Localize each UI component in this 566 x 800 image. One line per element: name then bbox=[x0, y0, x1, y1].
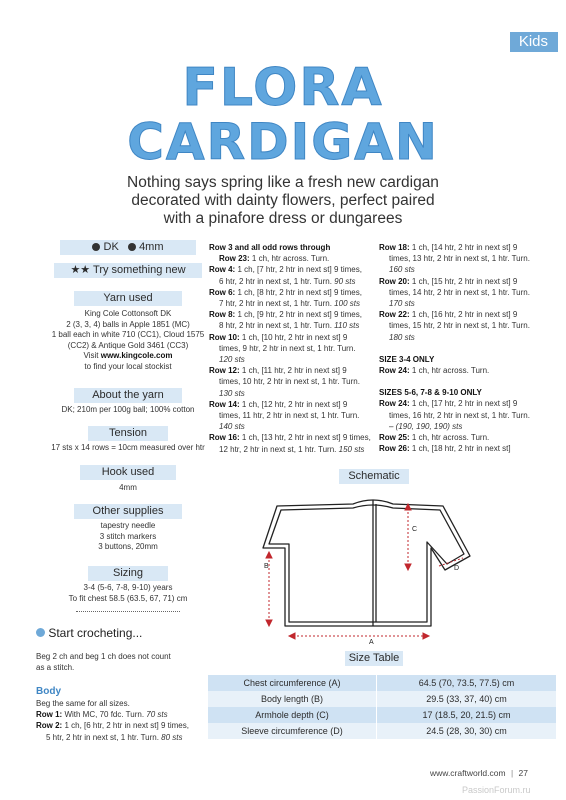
row-text: 1 ch, htr across. Turn. bbox=[409, 366, 490, 376]
row-label: Row 24: bbox=[379, 399, 410, 409]
table-row bbox=[208, 691, 556, 707]
row-2 bbox=[36, 720, 208, 731]
sizing-text bbox=[14, 583, 242, 604]
intro-line: as a stitch. bbox=[36, 663, 75, 673]
row-text: 7 htr, 2 htr in next st, 1 htr. Turn. bbox=[219, 299, 335, 309]
size-heading: SIZE 3-4 ONLY bbox=[379, 354, 435, 364]
row-26 bbox=[379, 443, 559, 454]
row-text: 1 ch, [8 htr, 2 htr in next st] 9 times, bbox=[235, 287, 362, 297]
supply-item: tapestry needle bbox=[100, 521, 156, 530]
row-10-sts bbox=[209, 354, 379, 365]
kingcole-link[interactable]: www.kingcole.com bbox=[100, 351, 173, 360]
standfirst-line: decorated with dainty flowers, perfect paired bbox=[131, 192, 435, 209]
row-12-sts bbox=[209, 388, 379, 399]
footer-site[interactable]: www.craftworld.com bbox=[430, 768, 506, 778]
standfirst-line: with a pinafore dress or dungarees bbox=[163, 210, 403, 227]
row-6-cont bbox=[209, 298, 379, 309]
yarn-line: 2 (3, 3, 4) balls in Apple 1851 (MC) bbox=[66, 319, 190, 329]
row-25 bbox=[379, 432, 559, 443]
weight-label: DK bbox=[103, 241, 119, 253]
row-sts: 90 sts bbox=[334, 276, 356, 286]
about-yarn-heading: About the yarn bbox=[74, 388, 182, 403]
row-label: Row 10: bbox=[209, 332, 240, 342]
table-cell: Body length (B) bbox=[208, 691, 377, 707]
row-label: Row 24: bbox=[379, 366, 410, 376]
row-sts: 70 sts bbox=[146, 710, 168, 720]
row-10 bbox=[209, 332, 379, 343]
row-label: Row 4: bbox=[209, 265, 236, 275]
row-3-heading bbox=[209, 242, 379, 253]
intro-line: Beg 2 ch and beg 1 ch does not count bbox=[36, 652, 171, 661]
sizing-heading: Sizing bbox=[88, 566, 168, 581]
table-cell: 24.5 (28, 30, 30) cm bbox=[377, 723, 557, 739]
row-label: Row 8: bbox=[209, 310, 236, 320]
row-label: Row 1: bbox=[36, 710, 63, 720]
difficulty-badge bbox=[54, 263, 202, 278]
table-row bbox=[208, 707, 556, 723]
row-sts: 120 sts bbox=[219, 355, 245, 365]
sizes-other-heading bbox=[379, 387, 559, 398]
row-text: 1 ch, [17 htr, 2 htr in next st] 9 bbox=[409, 399, 518, 409]
table-cell: 64.5 (70, 73.5, 77.5) cm bbox=[377, 675, 557, 691]
row-label: Row 6: bbox=[209, 287, 236, 297]
start-crocheting-heading bbox=[36, 626, 142, 640]
page-number: 27 bbox=[518, 768, 529, 778]
row-sts: 140 sts bbox=[219, 422, 245, 432]
row-label: Row 3 and all odd rows through bbox=[209, 243, 331, 252]
row-sts: – (190, 190, 190) sts bbox=[389, 421, 463, 431]
dotted-divider bbox=[76, 611, 180, 612]
watermark: PassionForum.ru bbox=[462, 785, 531, 795]
sizes-other-row24 bbox=[379, 398, 559, 409]
standfirst-line: Nothing says spring like a fresh new cardigan bbox=[127, 174, 439, 191]
weight-hook-badge bbox=[60, 240, 196, 255]
row-text: 1 ch, htr across. Turn. bbox=[249, 254, 330, 264]
schematic-heading: Schematic bbox=[339, 469, 409, 484]
row-23 bbox=[209, 253, 379, 264]
row-text: 1 ch, [7 htr, 2 htr in next st] 9 times, bbox=[235, 265, 362, 275]
row-2-cont bbox=[36, 732, 208, 743]
start-intro bbox=[36, 651, 206, 673]
row-22-sts bbox=[379, 332, 559, 343]
row-sts: 100 sts bbox=[334, 299, 360, 309]
row-4-cont bbox=[209, 276, 379, 287]
other-supplies-heading: Other supplies bbox=[74, 504, 182, 519]
difficulty-stars: ★★ bbox=[70, 264, 91, 276]
row-label: Row 23: bbox=[219, 254, 250, 264]
title-line-1: FLORA bbox=[182, 58, 384, 118]
row-text: 1 ch, [10 htr, 2 htr in next st] 9 bbox=[239, 332, 348, 342]
cardigan-schematic bbox=[255, 486, 475, 646]
row-text: 8 htr, 2 htr in next st, 1 htr. Turn. bbox=[219, 321, 335, 331]
tension-heading: Tension bbox=[88, 426, 168, 441]
other-supplies-text bbox=[14, 521, 242, 553]
visit-line bbox=[14, 351, 242, 362]
sizing-line: 3-4 (5-6, 7-8, 9-10) years bbox=[83, 583, 173, 592]
row-20 bbox=[379, 276, 559, 287]
table-cell: Chest circumference (A) bbox=[208, 675, 377, 691]
label-d: D bbox=[454, 565, 460, 572]
middle-column bbox=[209, 242, 379, 455]
row-20-sts bbox=[379, 298, 559, 309]
standfirst bbox=[0, 174, 566, 228]
label-b: B bbox=[264, 563, 269, 570]
visit-prefix: Visit bbox=[83, 351, 101, 360]
row-sts: 110 sts bbox=[334, 321, 360, 331]
row-sts: 160 sts bbox=[389, 265, 415, 275]
cardigan-outline bbox=[263, 500, 470, 626]
row-label: Row 12: bbox=[209, 366, 240, 376]
row-text: 1 ch, [12 htr, 2 htr in next st] 9 bbox=[239, 399, 348, 409]
size34-row24 bbox=[379, 365, 559, 376]
yarn-used-heading: Yarn used bbox=[74, 291, 182, 306]
row-10-cont: times, 9 htr, 2 htr in next st, 1 htr. Turn. bbox=[219, 343, 356, 353]
row-label: Row 22: bbox=[379, 310, 410, 320]
size-heading: SIZES 5-6, 7-8 & 9-10 ONLY bbox=[379, 388, 482, 398]
row-text: 1 ch, htr across. Turn. bbox=[409, 433, 490, 443]
row-text: 1 ch, [14 htr, 2 htr in next st] 9 bbox=[409, 243, 518, 252]
size-table bbox=[208, 675, 556, 739]
table-cell: 29.5 (33, 37, 40) cm bbox=[377, 691, 557, 707]
supply-item: 3 stitch markers bbox=[99, 531, 157, 541]
row-8-cont bbox=[209, 320, 379, 331]
row-8 bbox=[209, 309, 379, 320]
flower-icon bbox=[36, 628, 45, 637]
hook-label: 4mm bbox=[139, 241, 164, 253]
row-12-cont: times, 10 htr, 2 htr in next st, 1 htr. Turn. bbox=[219, 377, 360, 387]
start-heading-text: Start crocheting... bbox=[48, 626, 143, 640]
row-18-cont: times, 13 htr, 2 htr in next st, 1 htr. Turn. bbox=[389, 254, 530, 264]
row-20-cont: times, 14 htr, 2 htr in next st, 1 htr. Turn. bbox=[389, 287, 530, 297]
row-text: 5 htr, 2 htr in next st, 1 htr. Turn. bbox=[46, 732, 162, 742]
supply-item: 3 buttons, 20mm bbox=[98, 542, 158, 551]
title-line-2: CARDIGAN bbox=[127, 113, 439, 171]
yarn-ball-icon bbox=[92, 243, 100, 251]
footer: www.craftworld.com | 27 bbox=[430, 768, 529, 778]
row-label: Row 14: bbox=[209, 399, 240, 409]
row-sts: 80 sts bbox=[161, 732, 183, 742]
table-cell: Armhole depth (C) bbox=[208, 707, 377, 723]
row-14-sts bbox=[209, 421, 379, 432]
row-text: 1 ch, [13 htr, 2 htr in next st] 9 times, bbox=[239, 433, 371, 443]
sizing-line: To fit chest 58.5 (63.5, 67, 71) cm bbox=[68, 593, 188, 603]
row-text: 12 htr, 2 htr in next st, 1 htr. Turn. bbox=[219, 444, 339, 454]
hook-icon bbox=[128, 243, 136, 251]
table-row bbox=[208, 723, 556, 739]
body-instructions bbox=[36, 698, 208, 743]
row-sts: 130 sts bbox=[219, 388, 245, 398]
size34-heading bbox=[379, 354, 559, 365]
yarn-line: King Cole Cottonsoft DK bbox=[84, 309, 172, 318]
row-14-cont: times, 11 htr, 2 htr in next st, 1 htr. Turn. bbox=[219, 411, 360, 421]
row-text: 1 ch, [15 htr, 2 htr in next st] 9 bbox=[409, 276, 518, 286]
sizes-other-row24-sts bbox=[379, 421, 559, 432]
row-sts: 180 sts bbox=[389, 332, 415, 342]
row-text: 1 ch, [18 htr, 2 htr in next st] bbox=[409, 444, 511, 454]
row-22 bbox=[379, 309, 559, 320]
row-18 bbox=[379, 242, 559, 253]
section-tag: Kids bbox=[510, 32, 558, 52]
table-cell: Sleeve circumference (D) bbox=[208, 723, 377, 739]
row-12 bbox=[209, 365, 379, 376]
row-label: Row 18: bbox=[379, 243, 410, 252]
yarn-line: 1 ball each in white 710 (CC1), Cloud 1575 bbox=[51, 330, 205, 339]
tension-text: 17 sts x 14 rows = 10cm measured over htr bbox=[51, 443, 205, 452]
row-label: Row 26: bbox=[379, 444, 410, 454]
row-sts: 150 sts bbox=[338, 444, 365, 454]
row-16 bbox=[209, 432, 379, 443]
row-label: Row 16: bbox=[209, 433, 240, 443]
row-text: 1 ch, [11 htr, 2 htr in next st] 9 bbox=[239, 366, 347, 376]
table-cell: 17 (18.5, 20, 21.5) cm bbox=[377, 707, 557, 723]
row-label: Row 20: bbox=[379, 276, 410, 286]
row-label: Row 25: bbox=[379, 433, 410, 443]
row-text: 1 ch, [6 htr, 2 htr in next st] 9 times, bbox=[62, 721, 189, 731]
about-yarn-text: DK; 210m per 100g ball; 100% cotton bbox=[61, 405, 195, 414]
row-22-cont: times, 15 htr, 2 htr in next st, 1 htr. Turn. bbox=[389, 321, 530, 331]
right-column bbox=[379, 242, 559, 454]
label-c: C bbox=[412, 526, 418, 533]
body-note: Beg the same for all sizes. bbox=[36, 699, 130, 708]
hook-used-text: 4mm bbox=[119, 483, 137, 492]
row-1 bbox=[36, 709, 208, 720]
size-table-heading: Size Table bbox=[345, 651, 403, 666]
row-14 bbox=[209, 399, 379, 410]
yarn-used-text bbox=[14, 309, 242, 372]
row-18-sts bbox=[379, 264, 559, 275]
row-6 bbox=[209, 287, 379, 298]
row-16-cont bbox=[209, 444, 379, 455]
body-heading: Body bbox=[36, 686, 61, 697]
row-sts: 170 sts bbox=[389, 299, 415, 309]
row-text: With MC, 70 fdc. Turn. bbox=[62, 710, 147, 720]
visit-suffix: to find your local stockist bbox=[84, 361, 172, 371]
row-label: Row 2: bbox=[36, 721, 63, 731]
cardigan-inner-trim bbox=[269, 505, 464, 622]
yarn-line: (CC2) & Antique Gold 3461 (CC3) bbox=[67, 340, 189, 350]
table-row bbox=[208, 675, 556, 691]
sizes-other-row24-cont: times, 16 htr, 2 htr in next st, 1 htr. Turn. bbox=[389, 410, 530, 420]
label-a: A bbox=[369, 639, 374, 646]
row-4 bbox=[209, 264, 379, 275]
difficulty-label: Try something new bbox=[93, 264, 186, 276]
row-text: 1 ch, [16 htr, 2 htr in next st] 9 bbox=[409, 310, 518, 320]
hook-used-heading: Hook used bbox=[80, 465, 176, 480]
row-text: 6 htr, 2 htr in next st, 1 htr. Turn. bbox=[219, 276, 335, 286]
row-text: 1 ch, [9 htr, 2 htr in next st] 9 times, bbox=[235, 310, 362, 320]
